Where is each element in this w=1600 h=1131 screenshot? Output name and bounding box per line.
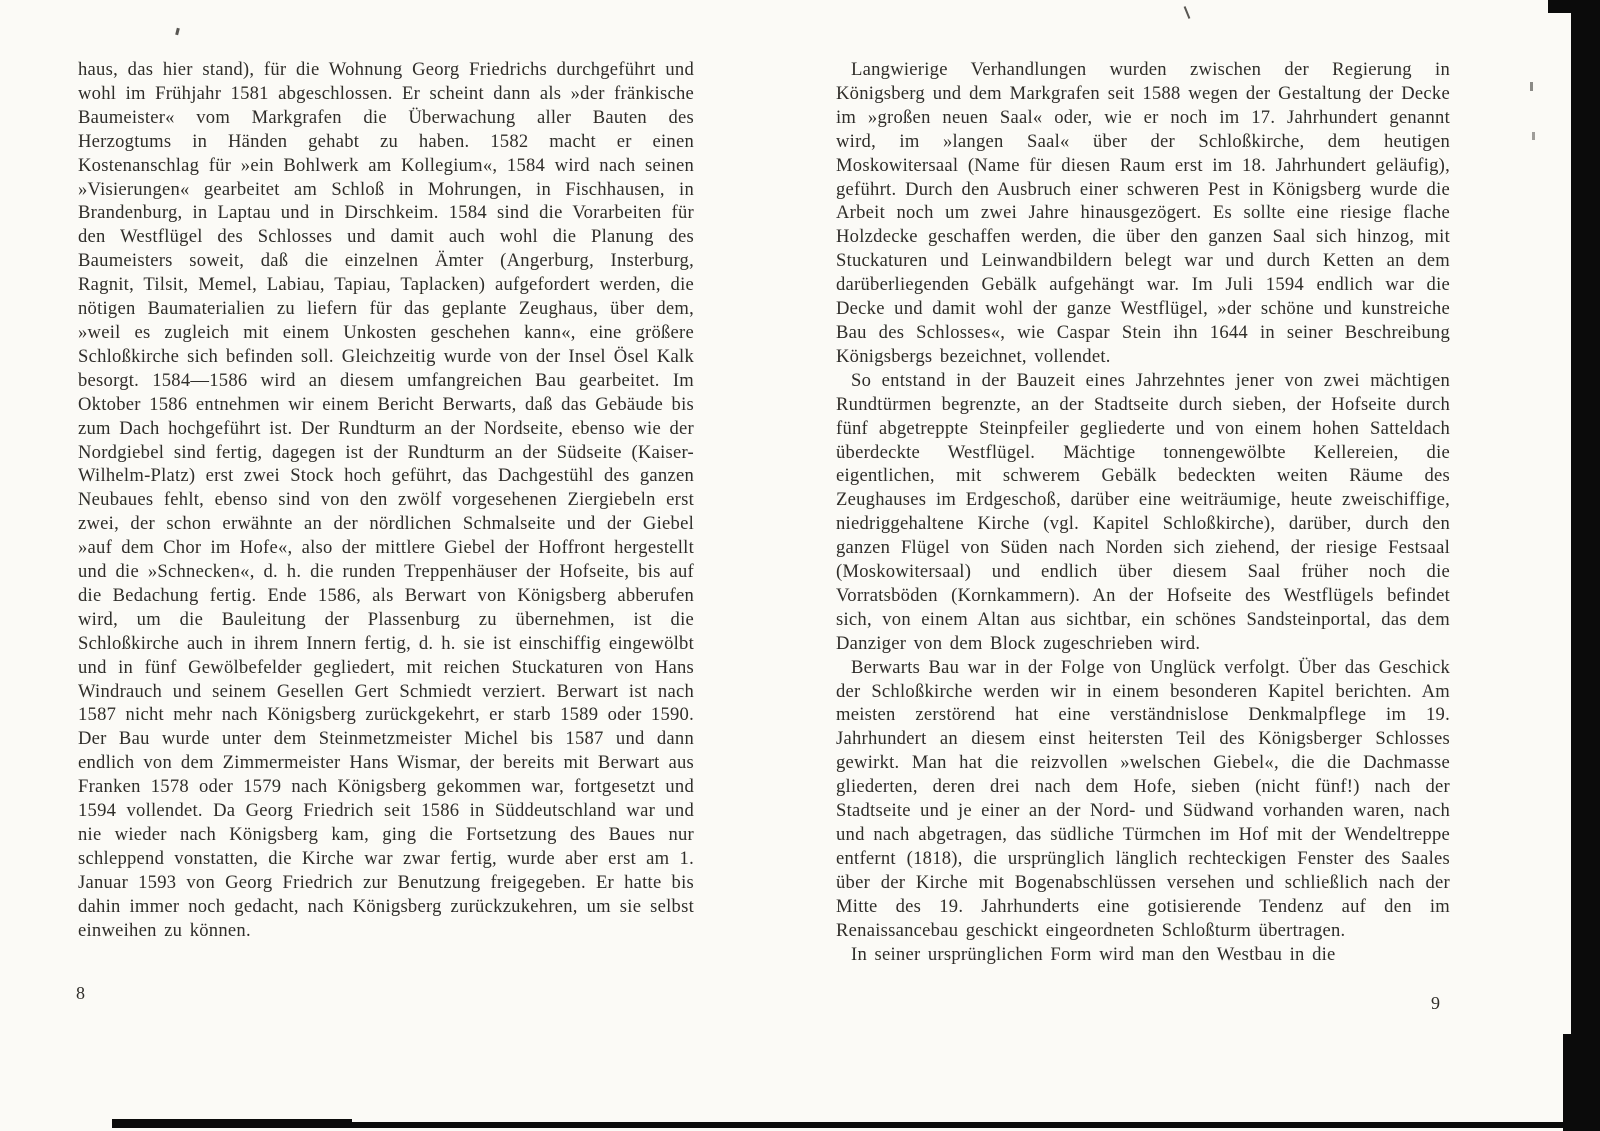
paragraph: In seiner ursprünglichen Form wird man den Westbau in die [851, 943, 1336, 965]
paragraph: haus, das hier stand), für die Wohnung Georg Friedrichs durchgeführt und wohl im Frühjahr 1581 abgeschlossen. Er scheint dann als »der fränkische Baumeister« vom Markgrafen die Überwachung aller Bauten des Herzogtums in Händen gehabt zu haben. 1582 macht er einen Kostenanschlag für »ein Bohlwerk am Kollegium«, 1584 wird nach seinen »Visierungen« gearbeitet am Schloß in Mohrungen, in Fischhausen, in Brandenburg, in Laptau und in Dirschkeim. 1584 sind die Vorarbeiten für den Westflügel des Schlosses und damit auch wohl die Planung des Baumeisters soweit, daß die einzelnen Ämter (Angerburg, Insterburg, Ragnit, Tilsit, Memel, Labiau, Tapiau, Taplacken) aufgefordert werden, die nötigen Baumaterialien zu liefern für das geplante Zeughaus, über dem, »weil es zugleich mit einem Unkosten geschehen kann«, eine größere Schloßkirche sich befinden soll. Gleichzeitig wurde von der Insel Ösel Kalk besorgt. 1584—1586 wird an diesem umfangreichen Bau gearbeitet. Im Oktober 1586 entnehmen wir einem Bericht Berwarts, daß das Gebäude bis zum Dach hochgeführt ist. Der Rundturm an der Nordseite, ebenso wie der Nordgiebel sind fertig, dagegen ist der Rundturm an der Südseite (Kaiser-Wilhelm-Platz) erst zwei Stock hoch geführt, das Dachgestühl des ganzen Neubaues fehlt, ebenso sind von den zwölf vorgesehenen Ziergiebeln erst zwei, der schon erwähnte an der nördlichen Schmalseite und der Giebel »auf dem Chor im Hofe«, also der mittlere Giebel der Hoffront hergestellt und die »Schnecken«, d. h. die runden Treppenhäuser der Hofseite, bis auf die Bedachung fertig. Ende 1586, als Berwart von Königsberg abberufen wird, um die Bauleitung der Plassenburg zu übernehmen, ist die Schloßkirche auch in ihrem Innern fertig, d. h. sie ist einschiffig eingewölbt und in fünf Gewölbefelder gegliedert, mit reichen Stuckaturen von Hans Windrauch und seinem Gesellen Gert Schmiedt verziert. Berwart ist nach 1587 nicht mehr nach Königsberg zurückgekehrt, er starb 1589 oder 1590. Der Bau wurde unter dem Steinmetzmeister Michel bis 1587 und dann endlich von dem Zimmermeister Hans Wismar, der bereits mit Berwart aus Franken 1578 oder 1579 nach Königsberg gekommen war, fortgesetzt und 1594 vollendet. Da Georg Friedrich seit 1586 in Süddeutschland war und nie wieder nach Königsberg kam, ging die Fortsetzung des Baues nur schleppend vonstatten, die Kirche war zwar fertig, wurde aber erst am 1. Januar 1593 von Georg Friedrich zur Benutzung freigegeben. Er hatte bis dahin immer noch gedacht, nach Königsberg zurückzukehren, um sie selbst einweihen zu können. [78, 59, 694, 941]
scan-edge-bottom-thick [112, 1119, 352, 1128]
page-number-right: 9 [1431, 993, 1440, 1013]
paragraph: Berwarts Bau war in der Folge von Unglück verfolgt. Über das Geschick der Schloßkirche werden wir in einem besonderen Kapitel berichten. Am meisten zerstörend hat eine verständnislose Denkmalpflege im 19. Jahrhundert an diesem einst heitersten Teil des Königsberger Schlosses gewirkt. Man hat die reizvollen »welschen Giebel«, die die Dachmasse gliederten, deren drei nach dem Hofe, sieben (nicht fünf!) nach der Stadtseite und je einer an der Nord- und Südwand vorhanden waren, nach und nach abgetragen, das südliche Türmchen im Hof mit der Wendeltreppe entfernt (1818), die ursprünglich länglich rechteckigen Fenster des Saales über der Kirche mit Bogenabschlüssen versehen und schließlich nach der Mitte des 19. Jahrhunderts eine gotisierende Tendenz auf den im Renaissancebau geschickt eingeordneten Schloßturm übertragen. [836, 656, 1450, 941]
scan-edge-right [1571, 0, 1600, 1131]
paragraph: So entstand in der Bauzeit eines Jahrzehntes jener von zwei mächtigen Rundtürmen begrenzte, an der Stadtseite durch sieben, der Hofseite durch fünf abgetreppte Steinpfeiler gegliederte und von einem hohen Satteldach überdeckte Westflügel. Mächtige tonnengewölbte Kellereien, die eigentlichen, mit schwerem Gebälk bedeckten weiten Räume des Zeughauses im Erdgeschoß, darüber eine weiträumige, heute zweischiffige, niedriggehaltene Kirche (vgl. Kapitel Schloßkirche), darüber, durch den ganzen Flügel von Süden nach Norden sich ziehend, der riesige Festsaal (Moskowitersaal) und endlich über diesem Saal früher noch die Vorratsböden (Kornkammern). An der Hofseite des Westflügels befindet sich, von einem Altan aus sichtbar, ein schönes Sandsteinportal, das dem Danziger von dem Block zugeschrieben wird. [836, 369, 1450, 654]
page-left-text-column [78, 58, 694, 943]
scan-edge-right-top [1548, 0, 1600, 13]
paragraph: Langwierige Verhandlungen wurden zwischen der Regierung in Königsberg und dem Markgrafen seit 1588 wegen der Gestaltung der Decke im »großen neuen Saal« oder, wie er noch im 17. Jahrhundert genannt wird, im »langen Saal« über der Schloßkirche, dem heutigen Moskowitersaal (Name für diesen Raum erst im 18. Jahrhundert geläufig), geführt. Durch den Ausbruch einer schweren Pest in Königsberg wurde die Arbeit noch um zwei Jahre hinausgezögert. Es sollte eine riesige flache Holzdecke geschaffen werden, die über den ganzen Saal sich hinzog, mit Stuckaturen und Leinwandbildern belegt war und durch Ketten an dem darüberliegenden Gebälk aufgehängt war. Im Juli 1594 endlich war die Decke und damit wohl der ganze Westflügel, »der schöne und kunstreiche Bau des Schlosses«, wie Caspar Stein ihn 1644 in seiner Beschreibung Königsbergs bezeichnet, vollendet. [836, 59, 1450, 367]
page-right-text-column [836, 58, 1450, 966]
stray-mark [1184, 6, 1191, 19]
stray-mark [1530, 82, 1533, 91]
stray-mark [175, 28, 180, 36]
page-number-left: 8 [76, 983, 85, 1003]
stray-mark [1532, 132, 1535, 140]
scan-edge-right-bottom [1563, 1034, 1600, 1131]
